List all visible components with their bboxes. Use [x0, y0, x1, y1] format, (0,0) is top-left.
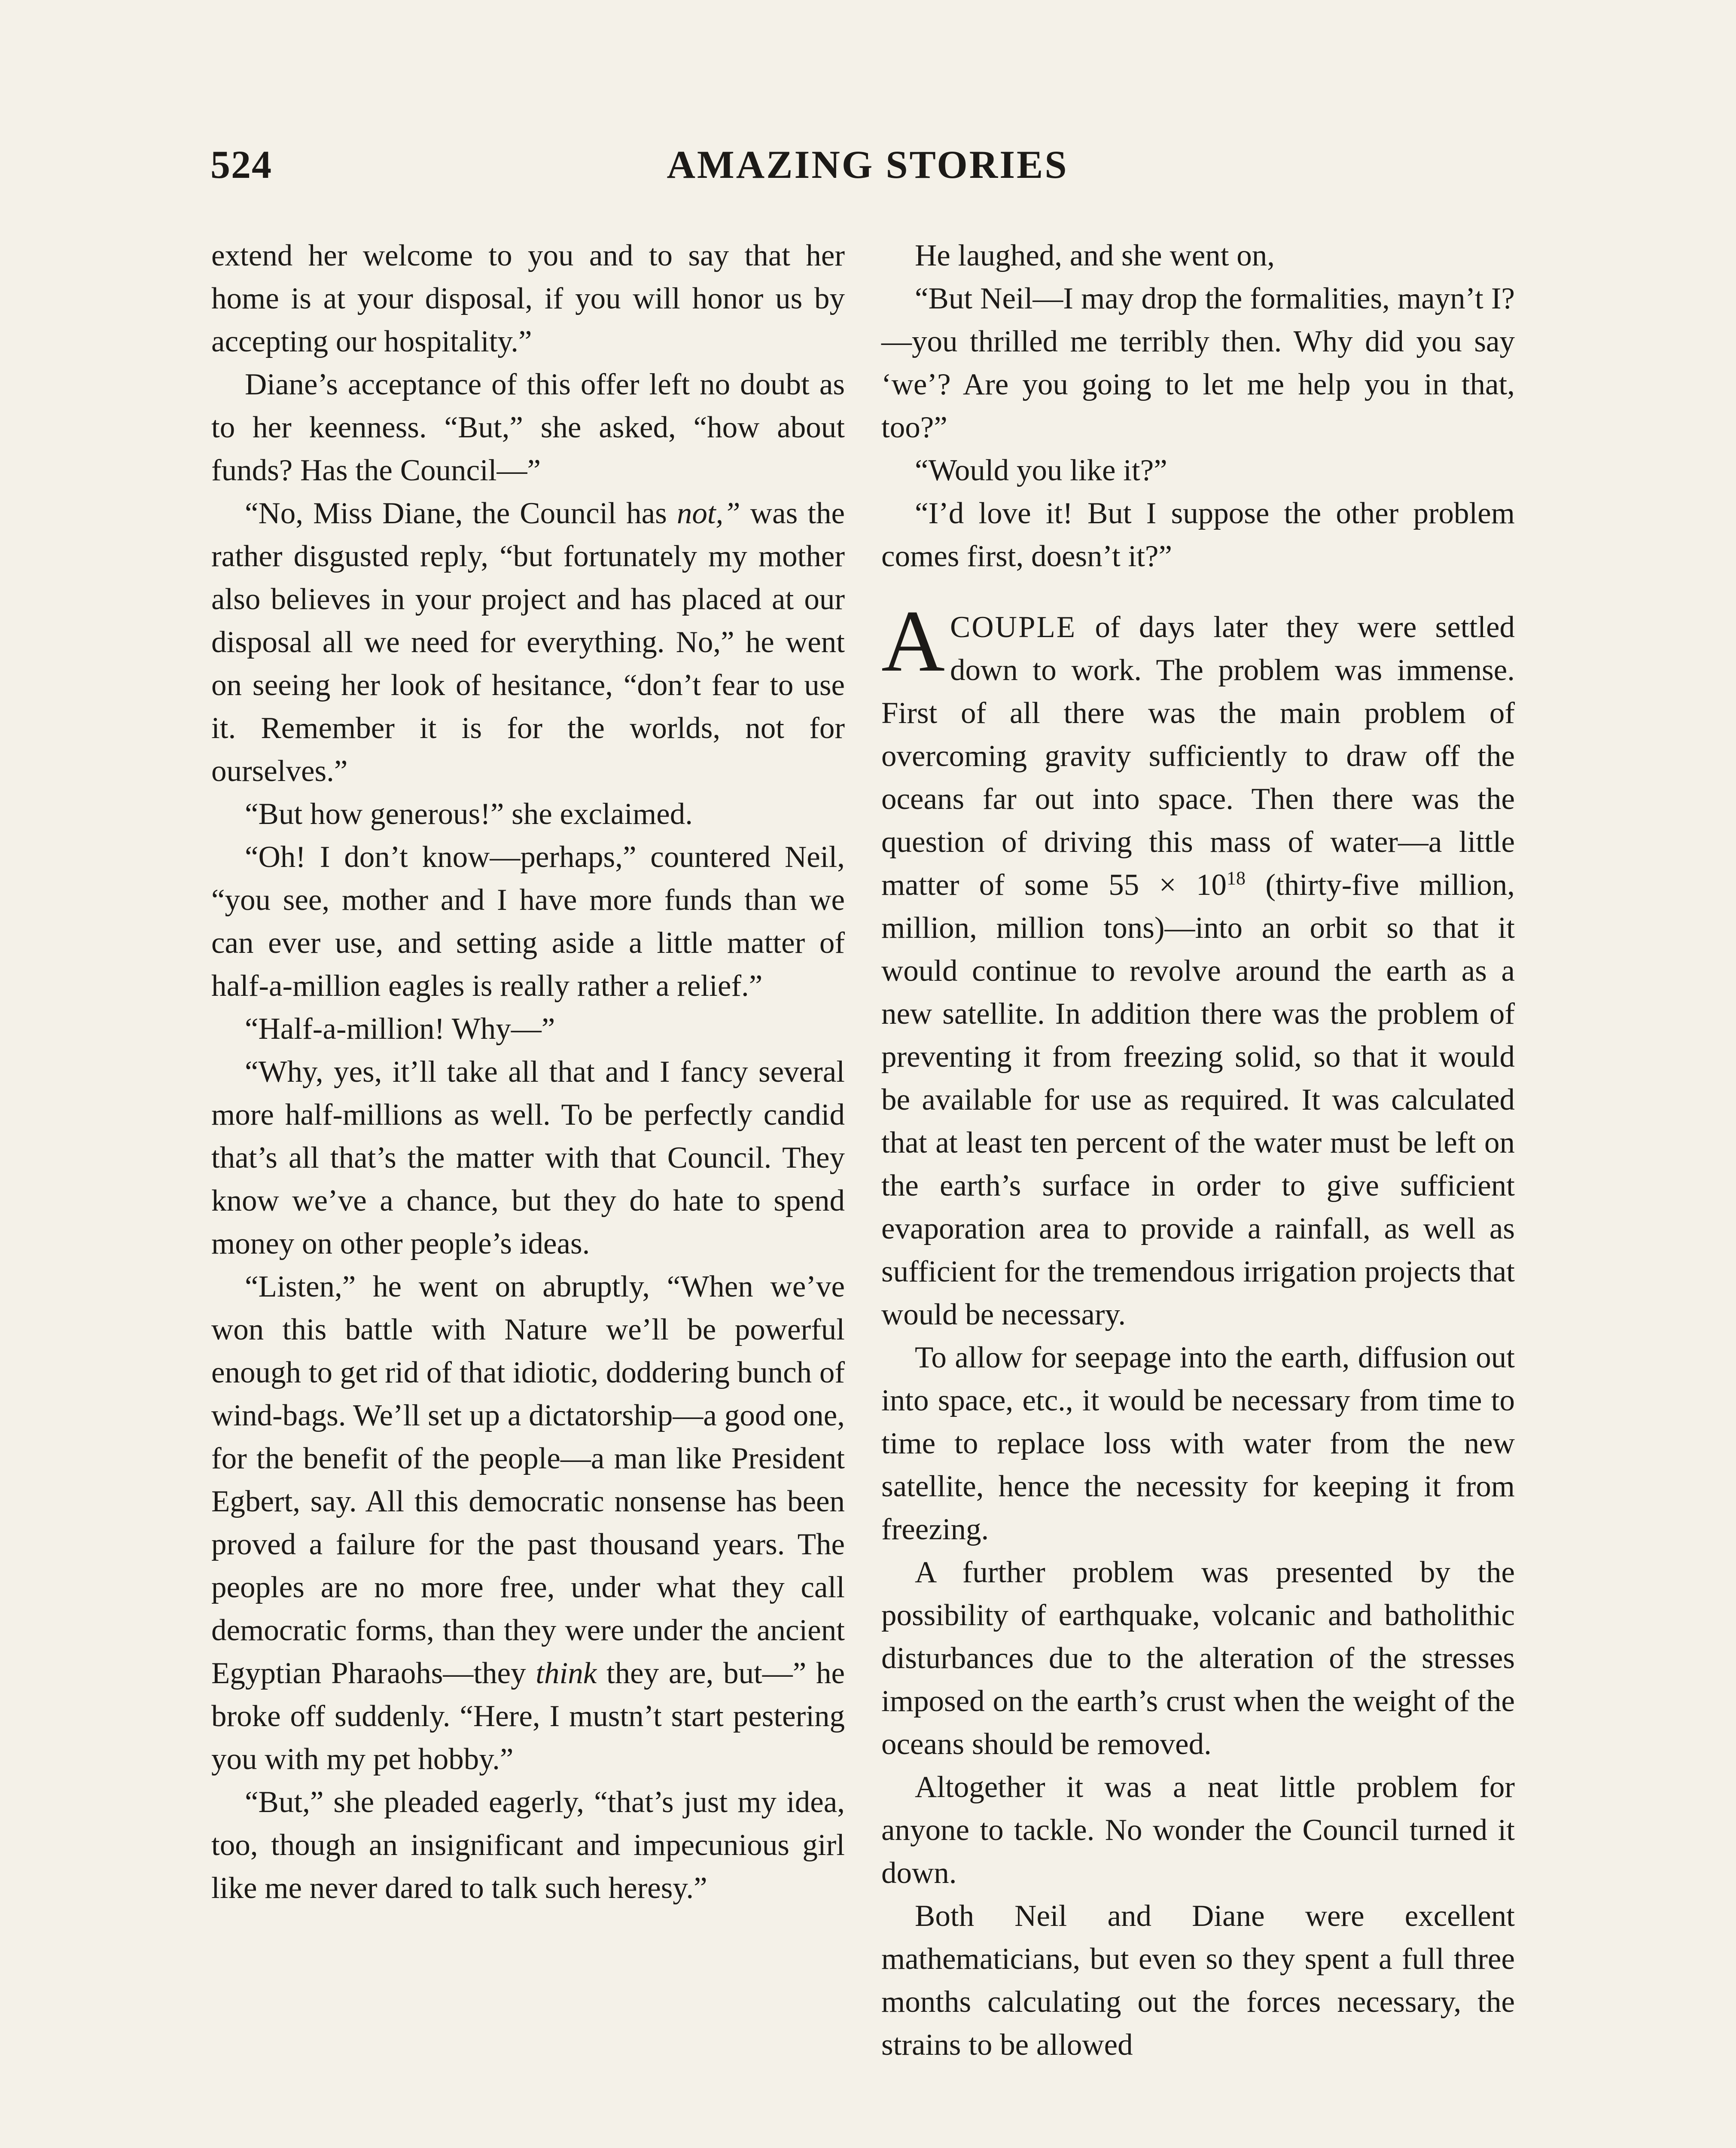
paragraph — [211, 492, 845, 793]
exponent: 18 — [1227, 867, 1246, 889]
paragraph: “But,” she pleaded eagerly, “that’s just my idea, too, though an insignificant and impecunious girl like me never dared to talk such heresy.” — [211, 1785, 845, 1905]
paragraph: Diane’s acceptance of this offer left no doubt as to her keenness. “But,” she asked, “how about funds? Has the Council—” — [211, 368, 845, 487]
emphasis-text: not,” — [676, 497, 740, 530]
emphasis-text: think — [536, 1657, 597, 1690]
paragraph: He laughed, and she went on, — [915, 239, 1275, 272]
paragraph-text: (thirty-five million, million, million tons)—into an orbit so that it would continue to revolve around the earth as a new satellite. In addition there was the problem of preventing it from freezing solid, so that it would be available for use as required. It was calculated that at least ten percent of the water must be left on the earth’s surface in order to give sufficient evaporation area to provide a rainfall, as well as sufficient for the tremendous irrigation projects that would be necessary. — [881, 868, 1515, 1331]
right-column — [881, 234, 1515, 2066]
paragraph: “But Neil—I may drop the formalities, mayn’t I?—you thrilled me terribly then. Why did you say ‘we’? Are you going to let me help you in that, too?” — [881, 282, 1515, 444]
paragraph: To allow for seepage into the earth, diffusion out into space, etc., it would be necessary from time to time to replace loss with water from the new satellite, hence the necessity for keeping it from freezing. — [881, 1341, 1515, 1546]
paragraph: “Half-a-million! Why—” — [245, 1012, 555, 1046]
page-number: 524 — [210, 143, 272, 186]
paragraph-text: “No, Miss Diane, the Council has — [245, 497, 677, 530]
paragraph: Both Neil and Diane were excellent mathematicians, but even so they spent a full three months calculating out the forces necessary, the strains to be allowed — [881, 1899, 1515, 2062]
section-start-paragraph — [881, 592, 1515, 1336]
paragraph — [211, 1265, 845, 1781]
paragraph: “I’d love it! But I suppose the other problem comes first, doesn’t it?” — [881, 497, 1515, 573]
paragraph-text: of days later they were settled down to work. The problem was immense. First of all there was the main problem of overcoming gravity sufficiently to draw off the oceans far out into space. Then there was the question of driving this mass of water—a little matter of some 55 × 10 — [881, 610, 1515, 902]
paragraph-text: was the rather disgusted reply, “but fortunately my mother also believes in your project and has placed at our disposal all we need for everything. No,” he went on seeing her look of hesitance, “don’t fear to use it. Remember it is for the worlds, not for ourselves.” — [211, 497, 845, 788]
paragraph: “Oh! I don’t know—perhaps,” countered Neil, “you see, mother and I have more funds than we can ever use, and setting aside a little matter of half-a-million eagles is really rather a relief.” — [211, 840, 845, 1003]
paragraph: “But how generous!” she exclaimed. — [245, 797, 693, 831]
paragraph-text: “Listen,” he went on abruptly, “When we’ve won this battle with Nature we’ll be powerful enough to get rid of that idiotic, doddering bunch of wind-bags. We’ll set up a dictatorship—a good one, for the benefit of the people—a man like President Egbert, say. All this democratic nonsense has been proved a failure for the past thousand years. The peoples are no more free, under what they call democratic forms, than they were under the ancient Egyptian Pharaohs—they — [211, 1270, 845, 1690]
left-column — [211, 234, 845, 1910]
paragraph: A further problem was presented by the possibility of earthquake, volcanic and batholithic disturbances due to the alteration of the stresses imposed on the earth’s crust when the weight of the oceans should be removed. — [881, 1556, 1515, 1761]
paragraph-text: they are, but—” he broke off suddenly. “Here, I mustn’t start pestering you with my pet hobby.” — [211, 1657, 845, 1776]
drop-cap: A — [881, 592, 945, 690]
paragraph: “Why, yes, it’ll take all that and I fancy several more half-millions as well. To be perfectly candid that’s all that’s the matter with that Council. They know we’ve a chance, but they do hate to spend money on other people’s ideas. — [211, 1055, 845, 1260]
paragraph: “Would you like it?” — [915, 454, 1167, 487]
page-header — [210, 142, 1525, 193]
paragraph: Altogether it was a neat little problem for anyone to tackle. No wonder the Council turned it down. — [881, 1770, 1515, 1890]
paragraph: extend her welcome to you and to say that her home is at your disposal, if you will honor us by accepting our hospitality.” — [211, 239, 845, 358]
small-caps-text: COUPLE — [950, 610, 1077, 644]
running-title: AMAZING STORIES — [667, 143, 1069, 186]
